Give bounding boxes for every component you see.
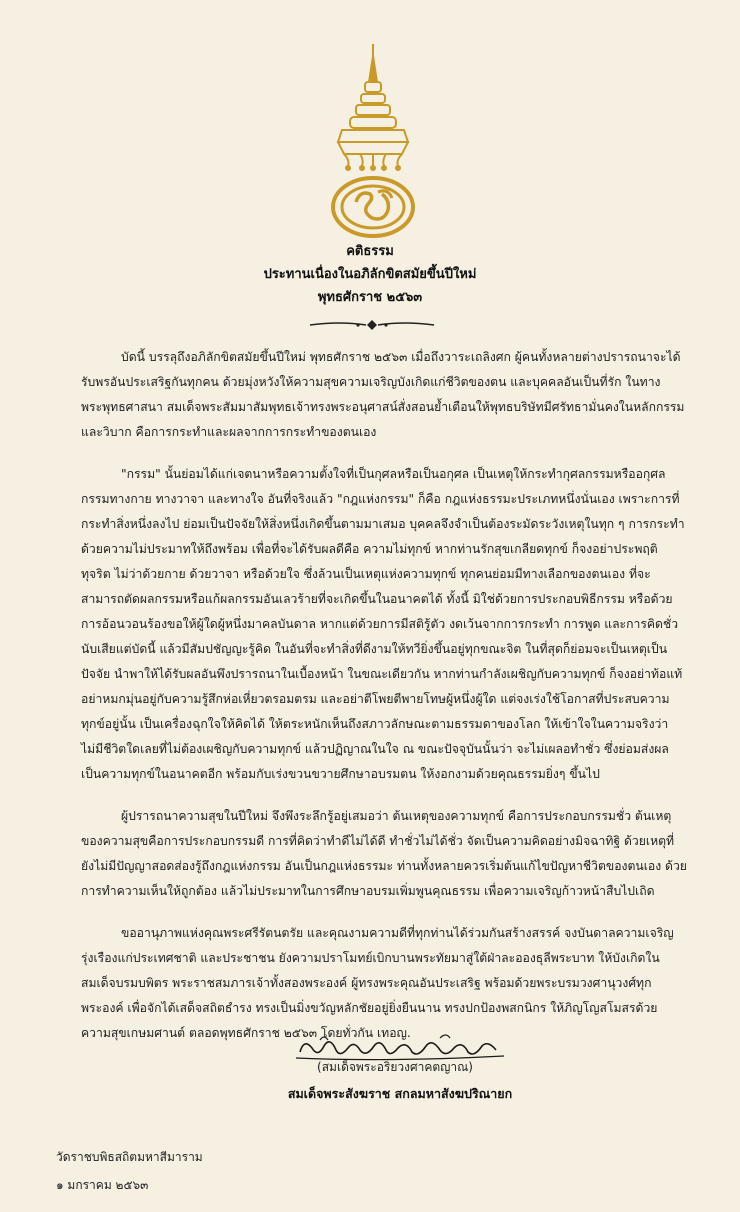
heading-year: พุทธศักราช ๒๕๖๓ xyxy=(317,290,423,305)
royal-emblem-icon xyxy=(330,42,416,238)
signatory-name: (สมเด็จพระอริยวงศาคตญาณ) xyxy=(317,1060,473,1074)
paragraph: "กรรม" นั้นย่อมได้แก่เจตนาหรือความตั้งใจที่เป็นกุศลหรือเป็นอกุศล เป็นเหตุให้กระทำกุศลกรรมหรืออกุศลกรรมทางกาย ทางวาจา และทางใจ อันที่จริงแล้ว "กฎแห่งกรรม" ก็คือ กฎแห่งธรรมะประเภทหนึ่งนั่นเอง เพราะการที่กระทำสิ่งหนึ่งลงไป ย่อมเป็นปัจจัยให้สิ่งหนึ่งเกิดขึ้นตามมาเสมอ บุคคลจึงจำเป็นต้องระมัดระวังเหตุในทุก ๆ การกระทำ ด้วยความไม่ประมาทให้ถึงพร้อม เพื่อที่จะได้รับผลดีคือ ความไม่ทุกข์ หากท่านรักสุขเกลียดทุกข์ ก็จงอย่าประพฤติทุจริต ไม่ว่าด้วยกาย ด้วยวาจา หรือด้วยใจ ซึ่งล้วนเป็นเหตุแห่งความทุกข์ ทุกคนย่อมมีทางเลือกของตนเอง ที่จะสามารถตัดผลกรรมหรือแก้ผลกรรมอันเลวร้ายที่จะเกิดขึ้นในอนาคตได้ ทั้งนี้ มิใช่ด้วยการประกอบพิธีกรรม หรือด้วยการอ้อนวอนร้องขอให้ผู้ใดผู้หนึ่งมาคลบันดาล หากแต่ด้วยการมีสติรู้ตัว งดเว้นจากการกระทำ การพูด และการคิดชั่ว นับเสียแต่บัดนี้ แล้วมีสัมปชัญญะรู้คิด ในอันที่จะทำสิ่งที่ดีงามให้ทวียิ่งขึ้นอยู่ทุกขณะจิต ในที่สุดก็ย่อมจะเป็นเหตุเป็นปัจจัย นำพาให้ได้รับผลอันพึงปรารถนาในเบื้องหน้า ในขณะเดียวกัน หากท่านกำลังเผชิญกับความทุกข์ ก็จงอย่าท้อแท้ อย่าหมกมุ่นอยู่กับความรู้สึกห่อเหี่ยวตรอมตรม และอย่าตีโพยตีพายโทษผู้หนึ่งผู้ใด แต่จงเร่งใช้โอกาสที่ประสบความทุกข์อยู่นั้น เป็นเครื่องฉุกใจให้คิดได้ ให้ตระหนักเห็นถึงสภาวลักษณะตามธรรมดาของโลก ให้เข้าใจในความจริงว่าไม่มีชีวิตใดเลยที่ไม่ต้องเผชิญกับความทุกข์ แล้วปฏิญาณในใจ ณ ขณะปัจจุบันนั้นว่า จะไม่เผลอทำชั่ว ซึ่งย่อมส่งผลเป็นความทุกข์ในอนาคตอีก พร้อมกับเร่งขวนขวายศึกษาอบรมตน ให้งอกงามด้วยคุณธรรมยิ่งๆ ขึ้นไป xyxy=(81,467,685,781)
footer-place: วัดราชบพิธสถิตมหาสีมาราม xyxy=(56,1150,203,1164)
letter-footer xyxy=(56,1143,203,1199)
footer-date: ๑ มกราคม ๒๕๖๓ xyxy=(56,1178,149,1192)
heading-title: คติธรรม xyxy=(346,244,394,259)
paragraph: ขออานุภาพแห่งคุณพระศรีรัตนตรัย และคุณงามความดีที่ทุกท่านได้ร่วมกันสร้างสรรค์ จงบันดาลความเจริญรุ่งเรืองแก่ประเทศชาติ และประชาชน ยังความปราโมทย์เบิกบานพระทัยมาสู่ใต้ฝ่าละอองธุลีพระบาท ให้บังเกิดใน สมเด็จบรมบพิตร พระราชสมภารเจ้าทั้งสองพระองค์ ผู้ทรงพระคุณอันประเสริฐ พร้อมด้วยพระบรมวงศานุวงศ์ทุกพระองค์ เพื่อจักได้เสด็จสถิตธำรง ทรงเป็นมิ่งขวัญหลักชัยอยู่ยิ่งยืนนาน ทรงปกป้องพสกนิกร ให้ภิญโญสโมสรด้วยความสุขเกษมศานต์ ตลอดพุทธศักราช ๒๕๖๓ โดยทั่วกัน เทอญ. xyxy=(81,926,674,1040)
signatory-title: สมเด็จพระสังฆราช สกลมหาสังฆปริณายก xyxy=(287,1086,513,1101)
paragraph: บัดนี้ บรรลุถึงอภิลักขิตสมัยขึ้นปีใหม่ พุทธศักราช ๒๕๖๓ เมื่อถึงวาระเถลิงศก ผู้คนทั้งหลายต่างปรารถนาจะได้รับพรอันประเสริฐกันทุกคน ด้วยมุ่งหวังให้ความสุขความเจริญบังเกิดแก่ชีวิตของตน และบุคคลอันเป็นที่รัก ในทางพระพุทธศาสนา สมเด็จพระสัมมาสัมพุทธเจ้าทรงพระอนุศาสน์สั่งสอนย้ำเตือนให้พุทธบริษัทมีศรัทธามั่นคงในหลักกรรมและวิบาก คือการกระทำและผลจากการกระทำของตนเอง xyxy=(81,350,685,439)
heading-subtitle: ประทานเนื่องในอภิลักขิตสมัยขึ้นปีใหม่ xyxy=(263,267,477,282)
letter-heading xyxy=(0,240,740,309)
paragraph: ผู้ปรารถนาความสุขในปีใหม่ จึงพึงระลึกรู้อยู่เสมอว่า ต้นเหตุของความทุกข์ คือการประกอบกรรมชั่ว ต้นเหตุของความสุขคือการประกอบกรรมดี การที่คิดว่าทำดีไม่ได้ดี ทำชั่วไม่ได้ชั่ว จัดเป็นความคิดอย่างมิจฉาทิฐิ ด้วยเหตุที่ยังไม่มีปัญญาสอดส่องรู้ถึงกฎแห่งกรรม อันเป็นกฎแห่งธรรมะ ท่านทั้งหลายควรเริ่มต้นแก้ไขปัญหาชีวิตของตนเอง ด้วยการทำความเห็นให้ถูกต้อง แล้วไม่ประมาทในการศึกษาอบรมเพิ่มพูนคุณธรรม เพื่อความเจริญก้าวหน้าสืบไปเถิด xyxy=(81,809,687,898)
divider-ornament xyxy=(308,318,436,332)
letter-body xyxy=(81,345,687,1063)
